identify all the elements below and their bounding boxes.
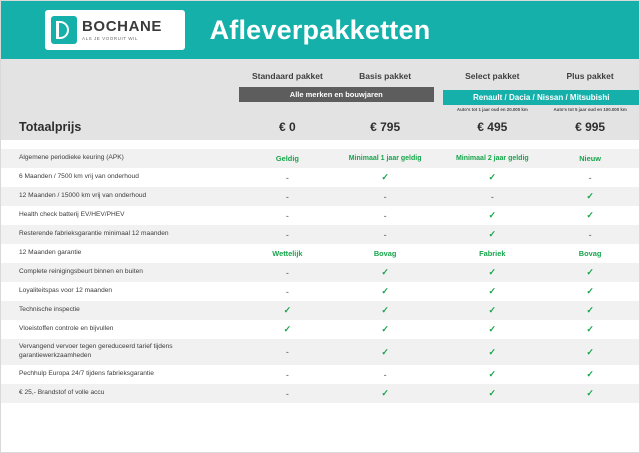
row-separator: [434, 206, 443, 225]
cell-value: ✓: [586, 305, 594, 315]
cell-value: -: [588, 172, 592, 183]
cell-standaard: [239, 149, 337, 168]
row-separator: [434, 365, 443, 384]
cell-basis: [336, 149, 434, 168]
row-separator: [434, 225, 443, 244]
cell-basis: [336, 365, 434, 384]
cell-value: -: [490, 191, 494, 202]
row-separator: [434, 301, 443, 320]
package-header-basis: Basis pakket: [336, 59, 434, 87]
table-row: [1, 206, 639, 225]
package-note-plus: Auto's tot 5 jaar oud en 100.000 km: [553, 106, 627, 112]
cell-value: Nieuw: [579, 154, 601, 163]
spacer-row: [1, 140, 639, 149]
cell-basis: [336, 384, 434, 403]
table-row: [1, 263, 639, 282]
cell-value: -: [285, 347, 289, 357]
bochane-logo: [45, 10, 185, 50]
table-row: [1, 225, 639, 244]
cell-basis: [336, 187, 434, 206]
column-separator: [434, 59, 443, 87]
cell-standaard: [239, 206, 337, 225]
cell-select: [443, 168, 541, 187]
cell-value: -: [285, 286, 289, 297]
cell-select: [443, 263, 541, 282]
spacer-cell-6: [541, 140, 639, 149]
cell-basis: [336, 282, 434, 301]
package-note-select: Auto's tot 1 jaar oud en 20.000 km: [456, 106, 528, 112]
bochane-b-icon: [51, 16, 77, 44]
package-header-select: Select pakket: [443, 59, 541, 87]
cell-value: Bovag: [578, 249, 602, 258]
cell-standaard: [239, 320, 337, 339]
table-row: [1, 282, 639, 301]
cell-value: Geldig: [275, 154, 299, 163]
cell-value: ✓: [381, 286, 389, 296]
cell-standaard: [239, 244, 337, 263]
cell-select: [443, 339, 541, 365]
table-row: [1, 244, 639, 263]
cell-select: [443, 149, 541, 168]
cell-value: -: [588, 229, 592, 240]
cell-value: ✓: [586, 286, 594, 296]
spacer-cell-5: [443, 140, 541, 149]
cell-select: [443, 365, 541, 384]
spacer-cell-4: [434, 140, 443, 149]
row-separator: [434, 282, 443, 301]
cell-plus: [541, 339, 639, 365]
package-group-row: [1, 87, 639, 114]
column-separator-2: [434, 87, 443, 114]
row-separator: [434, 187, 443, 206]
cell-value: ✓: [488, 388, 497, 398]
cell-plus: [541, 282, 639, 301]
feature-label: € 25,- Brandstof of volle accu: [1, 384, 239, 403]
cell-value: ✓: [488, 324, 497, 334]
cell-value: ✓: [283, 305, 292, 315]
group-row-spacer: [1, 87, 239, 114]
group-label-alle-merken: Alle merken en bouwjaren: [239, 87, 434, 102]
cell-plus: [541, 301, 639, 320]
cell-standaard: [239, 187, 337, 206]
cell-value: ✓: [283, 324, 292, 334]
package-comparison-table: [1, 59, 639, 403]
cell-value: -: [383, 229, 387, 240]
cell-select: [443, 282, 541, 301]
cell-value: Minimaal 2 jaar geldig: [455, 155, 529, 162]
price-select: € 495: [443, 114, 541, 140]
cell-plus: [541, 225, 639, 244]
footer-spacer: [1, 403, 639, 417]
logo-name: BOCHANE: [82, 17, 163, 35]
row-separator: [434, 320, 443, 339]
cell-value: ✓: [488, 229, 497, 239]
cell-standaard: [239, 263, 337, 282]
cell-select: [443, 187, 541, 206]
table-row: [1, 301, 639, 320]
cell-value: ✓: [381, 172, 389, 182]
cell-value: ✓: [488, 305, 497, 315]
cell-standaard: [239, 301, 337, 320]
feature-label: 6 Maanden / 7500 km vrij van onderhoud: [19, 173, 139, 181]
cell-basis: [336, 225, 434, 244]
table-row: [1, 320, 639, 339]
cell-value: ✓: [488, 369, 497, 379]
cell-value: Bovag: [373, 249, 397, 258]
cell-value: Fabriek: [479, 249, 506, 258]
table-row: [1, 168, 639, 187]
cell-value: -: [285, 267, 289, 278]
table-row: [1, 187, 639, 206]
cell-value: -: [383, 210, 387, 221]
cell-value: ✓: [381, 324, 389, 334]
cell-basis: [336, 244, 434, 263]
row-separator: [434, 263, 443, 282]
row-separator: [434, 244, 443, 263]
cell-basis: [336, 206, 434, 225]
cell-value: ✓: [586, 346, 594, 357]
total-price-label: Totaalprijs: [1, 114, 239, 140]
price-standaard: € 0: [239, 114, 337, 140]
cell-standaard: [239, 339, 337, 365]
cell-value: ✓: [381, 346, 389, 357]
spacer-cell-2: [239, 140, 337, 149]
feature-column-header: [1, 59, 239, 87]
cell-value: ✓: [586, 388, 594, 398]
cell-basis: [336, 301, 434, 320]
page-title: Afleverpakketten: [209, 14, 431, 45]
feature-label: 12 Maanden / 15000 km vrij van onderhoud: [1, 187, 239, 206]
table-row: [1, 384, 639, 403]
cell-plus: [541, 187, 639, 206]
cell-select: [443, 225, 541, 244]
cell-value: Minimaal 1 jaar geldig: [348, 155, 422, 162]
package-name-row: [1, 59, 639, 87]
cell-value: ✓: [488, 267, 497, 277]
row-separator: [434, 384, 443, 403]
cell-value: -: [285, 172, 289, 183]
cell-select: [443, 244, 541, 263]
column-separator-3: [434, 114, 443, 140]
cell-value: ✓: [488, 210, 497, 220]
feature-label: Health check batterij EV/HEV/PHEV: [19, 211, 125, 219]
spacer-cell-1: [1, 140, 239, 149]
price-basis: € 795: [336, 114, 434, 140]
cell-select: [443, 301, 541, 320]
feature-label: 12 Maanden garantie: [19, 249, 82, 257]
package-header-standaard: Standaard pakket: [239, 59, 337, 87]
feature-label: Vloeistoffen controle en bijvullen: [19, 325, 114, 333]
cell-plus: [541, 320, 639, 339]
cell-value: -: [285, 229, 289, 240]
cell-value: -: [285, 388, 289, 399]
feature-label: Complete reinigingsbeurt binnen en buiten: [1, 263, 239, 282]
cell-value: ✓: [488, 346, 497, 357]
cell-select: [443, 320, 541, 339]
cell-select: [443, 384, 541, 403]
row-separator: [434, 149, 443, 168]
row-separator: [434, 339, 443, 365]
feature-label: Technische inspectie: [1, 301, 239, 320]
cell-basis: [336, 168, 434, 187]
cell-standaard: [239, 384, 337, 403]
page-header: [1, 1, 639, 59]
cell-basis: [336, 263, 434, 282]
cell-standaard: [239, 225, 337, 244]
group-merken-bouwjaren: [239, 87, 434, 114]
cell-select: [443, 206, 541, 225]
cell-plus: [541, 384, 639, 403]
cell-value: ✓: [488, 172, 497, 182]
row-separator: [434, 168, 443, 187]
cell-plus: [541, 149, 639, 168]
cell-value: ✓: [586, 324, 594, 334]
feature-label: Loyaliteitspas voor 12 maanden: [19, 287, 113, 295]
cell-standaard: [239, 365, 337, 384]
group-renault-dacia-nissan-mitsubishi: [443, 87, 639, 114]
cell-standaard: [239, 282, 337, 301]
cell-plus: [541, 168, 639, 187]
price-plus: € 995: [541, 114, 639, 140]
cell-value: Wettelijk: [272, 249, 303, 258]
package-header-plus: Plus pakket: [541, 59, 639, 87]
cell-value: -: [383, 191, 387, 202]
cell-value: ✓: [381, 388, 389, 398]
feature-label: Algemene periodieke keuring (APK): [1, 149, 239, 168]
cell-value: ✓: [586, 369, 594, 379]
cell-value: ✓: [381, 267, 389, 277]
cell-basis: [336, 339, 434, 365]
group-note-spacer: [239, 102, 434, 114]
cell-plus: [541, 206, 639, 225]
spacer-cell-3: [336, 140, 434, 149]
feature-label: Pechhulp Europa 24/7 tijdens fabrieksgarantie: [19, 370, 154, 378]
group-label-renault: Renault / Dacia / Nissan / Mitsubishi: [443, 90, 639, 105]
table-row: [1, 365, 639, 384]
cell-value: ✓: [586, 191, 594, 201]
cell-plus: [541, 365, 639, 384]
total-price-row: [1, 114, 639, 140]
cell-plus: [541, 263, 639, 282]
cell-plus: [541, 244, 639, 263]
cell-value: ✓: [381, 305, 389, 315]
cell-value: ✓: [586, 210, 594, 220]
cell-value: ✓: [586, 267, 594, 277]
feature-label: Resterende fabrieksgarantie minimaal 12 maanden: [1, 225, 239, 244]
table-row: [1, 149, 639, 168]
cell-value: -: [285, 210, 289, 221]
cell-value: -: [285, 369, 289, 380]
table-row: [1, 339, 639, 365]
cell-basis: [336, 320, 434, 339]
cell-value: -: [383, 369, 387, 380]
cell-value: -: [285, 191, 289, 202]
cell-standaard: [239, 168, 337, 187]
logo-tagline: ALS JE VOORUIT WIL: [82, 35, 138, 41]
feature-label: Vervangend vervoer tegen gereduceerd tarief tijdens garantiewerkzaamheden: [1, 339, 239, 365]
cell-value: ✓: [488, 286, 497, 296]
